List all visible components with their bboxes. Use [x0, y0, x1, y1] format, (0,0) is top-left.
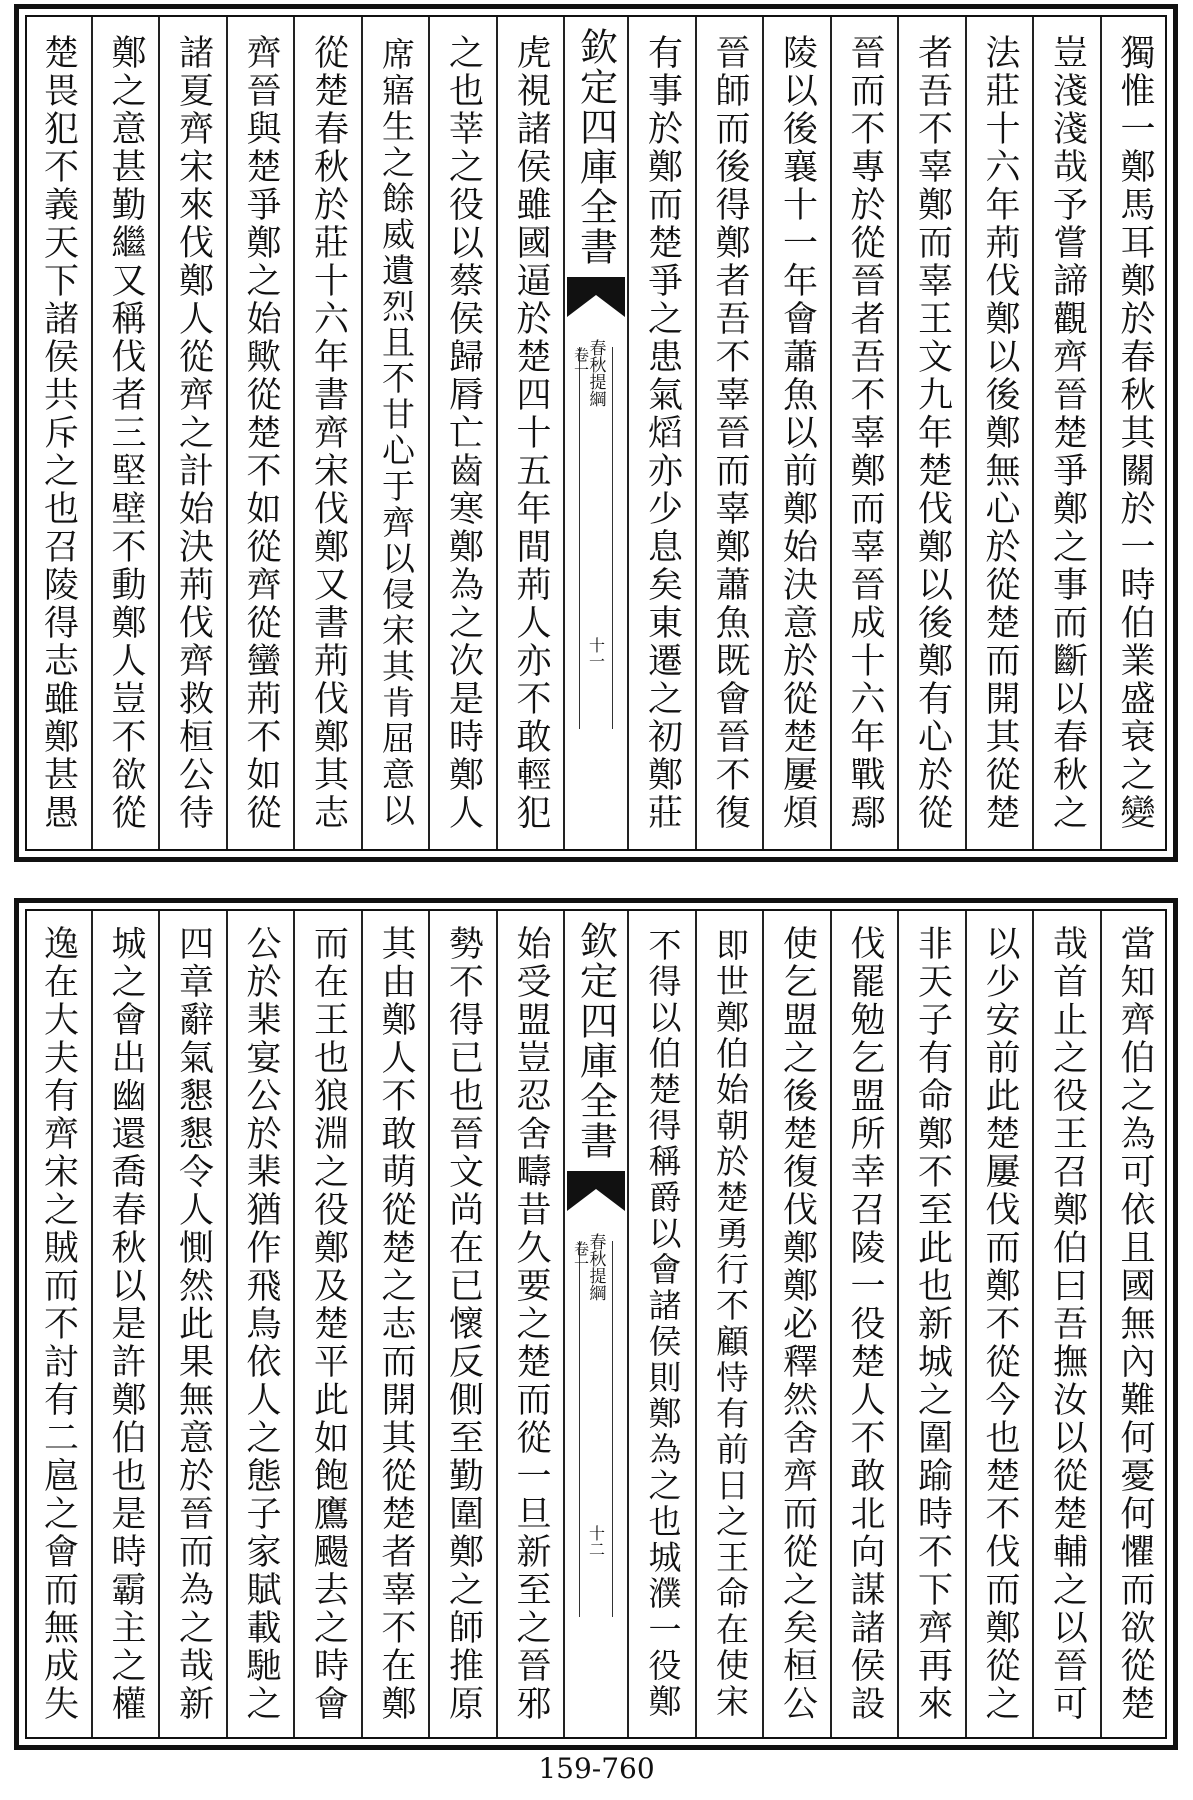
text-column: 不得以伯楚得稱爵以會諸侯則鄭為之也城濮一役鄭 [627, 911, 695, 1737]
text-column: 晉而不專於從晉者吾不辜鄭而辜晉成十六年戰鄢 [830, 17, 898, 849]
center-rule [612, 347, 613, 729]
text-column: 楚畏犯不義天下諸侯共斥之也召陵得志雖鄭甚愚 [38, 34, 79, 832]
bottom-page-columns [25, 911, 1167, 1737]
text-column: 者吾不辜鄭而辜王文九年楚伐鄭以後鄭有心於從 [897, 17, 965, 849]
volume-label: 卷一 [572, 1241, 590, 1271]
book-title: 春秋提綱 [585, 339, 606, 407]
center-fold-column [563, 17, 627, 849]
text-column: 席寤生之餘威遺烈且不甘心于齊以侵宋其肯屈意以 [361, 17, 429, 849]
text-column: 勢不得已也晉文尚在已懷反側至勤圍鄭之師推原 [428, 911, 496, 1737]
text-column: 豈淺淺哉予嘗諦觀齊晉楚爭鄭之事而斷以春秋之 [1032, 17, 1100, 849]
text-column: 哉首止之役王召鄭伯曰吾撫汝以從楚輔之以晉可 [1032, 911, 1100, 1737]
text-column: 使乞盟之後楚復伐鄭鄭必釋然舍齊而從之矣桓公 [762, 911, 830, 1737]
page-number: 十二 [586, 1525, 606, 1557]
text-column: 四章辭氣懇懇令人惻然此果無意於晉而為之哉新 [158, 911, 226, 1737]
text-column: 公於棐宴公於棐猶作飛鳥依人之態子家賦載馳之 [226, 911, 294, 1737]
top-page [14, 4, 1178, 862]
text-column: 獨惟一鄭馬耳鄭於春秋其關於一時伯業盛衰之變 [1100, 17, 1168, 849]
center-fold-column [563, 911, 627, 1737]
text-column: 陵以後襄十一年會蕭魚以前鄭始決意於從楚屢煩 [762, 17, 830, 849]
fishtail-mark-icon [565, 1167, 627, 1213]
library-title: 欽定四庫全書 [573, 921, 618, 1161]
text-column: 有事於鄭而楚爭之患氣熖亦少息矣東遷之初鄭莊 [627, 17, 695, 849]
text-column: 伐罷勉乞盟所幸召陵一役楚人不敢北向謀諸侯設 [830, 911, 898, 1737]
text-column: 即世鄭伯始朝於楚勇行不顧恃有前日之王命在使宋 [695, 911, 763, 1737]
text-column: 齊晉與楚爭鄭之始歟從楚不如從齊從蠻荊不如從 [226, 17, 294, 849]
text-column: 從楚春秋於莊十六年書齊宋伐鄭又書荊伐鄭其志 [293, 17, 361, 849]
text-column: 始受盟豈忍舍疇昔久要之楚而從一旦新至之晉邪 [496, 911, 564, 1737]
text-column: 諸夏齊宋來伐鄭人從齊之計始決荊伐齊救桓公待 [158, 17, 226, 849]
text-column: 虎視諸侯雖國逼於楚四十五年間荊人亦不敢輕犯 [496, 17, 564, 849]
bottom-page [14, 898, 1178, 1750]
fishtail-mark-icon [565, 273, 627, 319]
text-column: 非天子有命鄭不至此也新城之圍踰時不下齊再來 [897, 911, 965, 1737]
text-column: 其由鄭人不敢萌從楚之志而開其從楚者辜不在鄭 [361, 911, 429, 1737]
text-column: 逸在大夫有齊宋之賊而不討有二扈之會而無成失 [38, 925, 79, 1723]
footer-page-reference: 159-760 [538, 1752, 655, 1785]
text-column: 鄭之意甚勤繼又稱伐者三堅壁不動鄭人豈不欲從 [91, 17, 159, 849]
text-column: 以少安前此楚屢伐而鄭不從今也楚不伐而鄭從之 [965, 911, 1033, 1737]
text-column: 之也莘之役以蔡侯歸脣亡齒寒鄭為之次是時鄭人 [428, 17, 496, 849]
center-rule [612, 1241, 613, 1617]
text-column: 法莊十六年荊伐鄭以後鄭無心於從楚而開其從楚 [965, 17, 1033, 849]
text-column: 晉師而後得鄭者吾不辜晉而辜鄭蕭魚既會晉不復 [695, 17, 763, 849]
page-number: 十一 [586, 637, 606, 669]
library-title: 欽定四庫全書 [573, 27, 618, 267]
text-column: 而在王也狼淵之役鄭及楚平此如飽鷹颺去之時會 [293, 911, 361, 1737]
top-page-columns [25, 17, 1167, 849]
book-title: 春秋提綱 [585, 1233, 606, 1301]
center-rule [579, 347, 580, 729]
text-column: 當知齊伯之為可依且國無內難何憂何懼而欲從楚 [1100, 911, 1168, 1737]
volume-label: 卷一 [572, 347, 590, 377]
center-rule [579, 1241, 580, 1617]
text-column: 城之會出幽還喬春秋以是許鄭伯也是時霸主之權 [91, 911, 159, 1737]
